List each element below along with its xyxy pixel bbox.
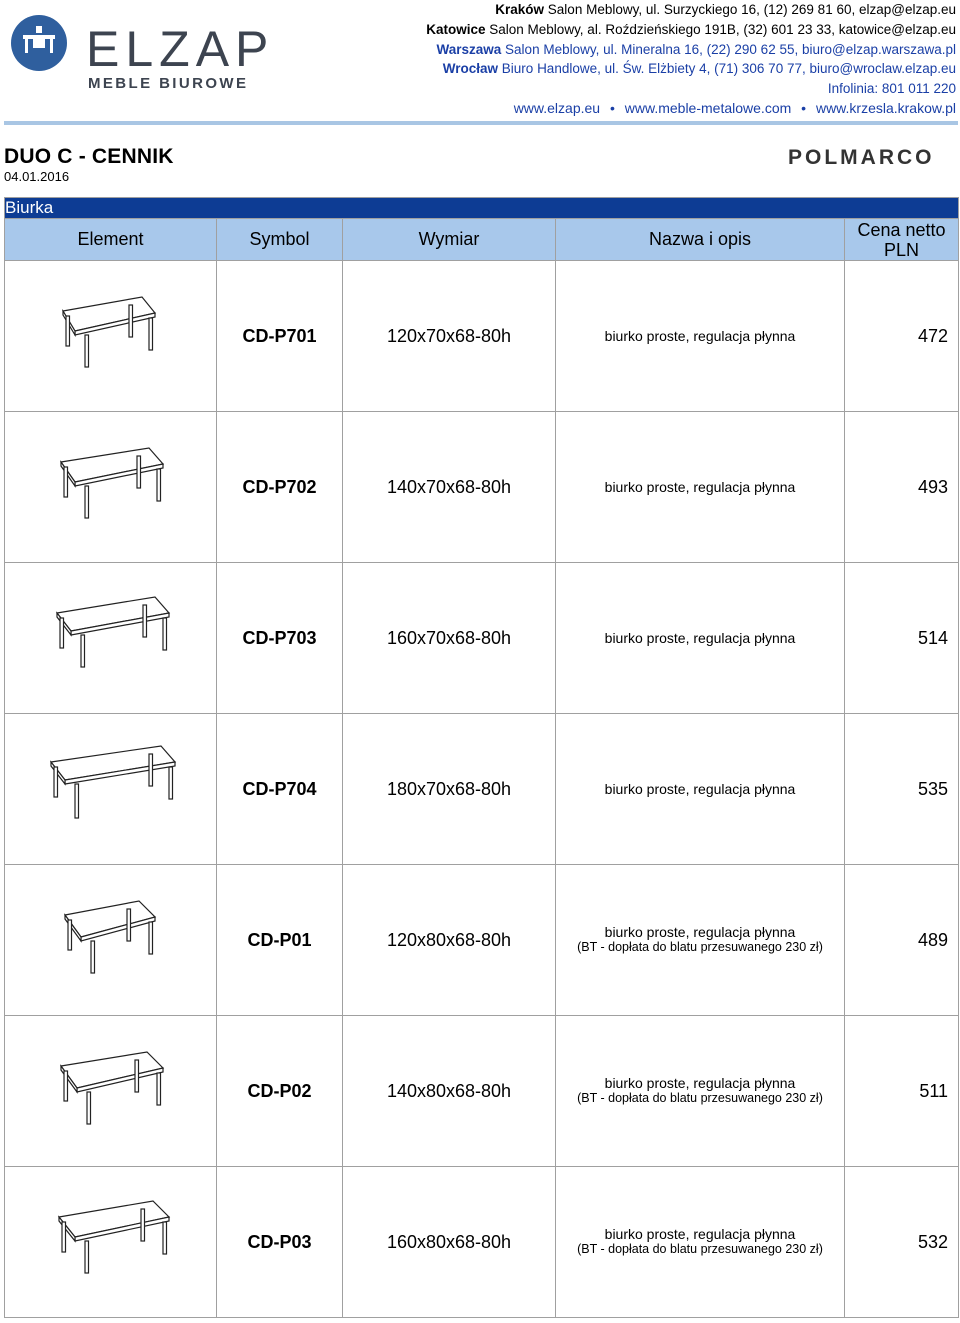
desk-icon bbox=[47, 1046, 197, 1136]
desk-image bbox=[5, 1016, 217, 1167]
price-cell: 511 bbox=[845, 1016, 959, 1167]
desk-image bbox=[5, 261, 217, 412]
logo-subtitle: MEBLE BIUROWE bbox=[88, 75, 249, 92]
table-header-row bbox=[5, 219, 959, 261]
website-link[interactable]: www.meble-metalowe.com bbox=[624, 99, 792, 116]
contact-line: Kraków Salon Meblowy, ul. Surzyckiego 16, (12) 269 81 60, elzap@elzap.eu bbox=[495, 2, 956, 17]
svg-text:POLMARCO: POLMARCO bbox=[788, 146, 935, 168]
page-header bbox=[0, 0, 960, 122]
document-title: DUO C - CENNIK bbox=[4, 145, 174, 168]
symbol-cell: CD-P702 bbox=[217, 412, 343, 563]
table-row bbox=[5, 1016, 959, 1167]
table-row bbox=[5, 563, 959, 714]
table-row bbox=[5, 261, 959, 412]
desk-icon bbox=[47, 291, 197, 381]
desk-icon bbox=[47, 442, 197, 532]
desk-icon bbox=[47, 593, 197, 683]
price-cell: 489 bbox=[845, 865, 959, 1016]
table-row bbox=[5, 865, 959, 1016]
description-cell: biurko proste, regulacja płynna (BT - dopłata do blatu przesuwanego 230 zł) bbox=[556, 1016, 845, 1167]
symbol-cell: CD-P02 bbox=[217, 1016, 343, 1167]
description-cell: biurko proste, regulacja płynna bbox=[556, 412, 845, 563]
price-cell: 514 bbox=[845, 563, 959, 714]
dimension-cell: 120x70x68-80h bbox=[343, 261, 556, 412]
price-cell: 535 bbox=[845, 714, 959, 865]
table-row bbox=[5, 1167, 959, 1318]
contact-line: Wrocław Biuro Handlowe, ul. Św. Elżbiety 4, (71) 306 70 77, biuro@wroclaw.elzap.eu bbox=[442, 61, 956, 77]
table-row bbox=[5, 412, 959, 563]
polmarco-logo bbox=[788, 144, 958, 168]
dimension-cell: 140x70x68-80h bbox=[343, 412, 556, 563]
price-table bbox=[4, 197, 959, 1318]
symbol-cell: CD-P703 bbox=[217, 563, 343, 714]
desk-image bbox=[5, 1167, 217, 1318]
description-cell: biurko proste, regulacja płynna (BT - dopłata do blatu przesuwanego 230 zł) bbox=[556, 1167, 845, 1318]
document-date: 04.01.2016 bbox=[4, 169, 70, 184]
contacts-block bbox=[426, 0, 956, 119]
col-header-wymiar: Wymiar bbox=[343, 219, 556, 261]
col-header-cena: Cena netto PLN bbox=[845, 219, 959, 261]
contact-line: Katowice Salon Meblowy, al. Roździeńskiego 191B, (32) 601 23 33, katowice@elzap.eu bbox=[426, 21, 956, 37]
description-cell: biurko proste, regulacja płynna (BT - dopłata do blatu przesuwanego 230 zł) bbox=[556, 865, 845, 1016]
desk-icon bbox=[47, 744, 197, 834]
symbol-cell: CD-P03 bbox=[217, 1167, 343, 1318]
desk-image bbox=[5, 563, 217, 714]
logo-wordmark: ELZAP bbox=[86, 21, 275, 77]
description-cell: biurko proste, regulacja płynna bbox=[556, 261, 845, 412]
description-cell: biurko proste, regulacja płynna bbox=[556, 714, 845, 865]
header-divider bbox=[4, 121, 958, 125]
price-cell: 532 bbox=[845, 1167, 959, 1318]
contact-line: Warszawa Salon Meblowy, ul. Mineralna 16, (22) 290 62 55, biuro@elzap.warszawa.pl bbox=[436, 41, 956, 57]
section-row bbox=[5, 198, 959, 219]
col-header-element: Element bbox=[5, 219, 217, 261]
website-link[interactable]: www.elzap.eu bbox=[513, 99, 601, 116]
section-title: Biurka bbox=[5, 198, 959, 219]
website-link[interactable]: www.krzesla.krakow.pl bbox=[815, 99, 956, 116]
symbol-cell: CD-P704 bbox=[217, 714, 343, 865]
desk-image bbox=[5, 412, 217, 563]
infolinia: Infolinia: 801 011 220 bbox=[827, 81, 956, 97]
dimension-cell: 160x80x68-80h bbox=[343, 1167, 556, 1318]
col-header-nazwa: Nazwa i opis bbox=[556, 219, 845, 261]
elzap-logo bbox=[10, 8, 290, 94]
price-cell: 472 bbox=[845, 261, 959, 412]
websites: www.elzap.eu • www.meble-metalowe.com • www.krzesla.krakow.pl bbox=[513, 99, 956, 116]
desk-image bbox=[5, 714, 217, 865]
table-row bbox=[5, 714, 959, 865]
price-cell: 493 bbox=[845, 412, 959, 563]
dimension-cell: 180x70x68-80h bbox=[343, 714, 556, 865]
dimension-cell: 160x70x68-80h bbox=[343, 563, 556, 714]
desk-icon bbox=[47, 1197, 197, 1287]
symbol-cell: CD-P701 bbox=[217, 261, 343, 412]
desk-image bbox=[5, 865, 217, 1016]
desk-icon bbox=[47, 895, 197, 985]
description-cell: biurko proste, regulacja płynna bbox=[556, 563, 845, 714]
col-header-symbol: Symbol bbox=[217, 219, 343, 261]
dimension-cell: 120x80x68-80h bbox=[343, 865, 556, 1016]
dimension-cell: 140x80x68-80h bbox=[343, 1016, 556, 1167]
symbol-cell: CD-P01 bbox=[217, 865, 343, 1016]
